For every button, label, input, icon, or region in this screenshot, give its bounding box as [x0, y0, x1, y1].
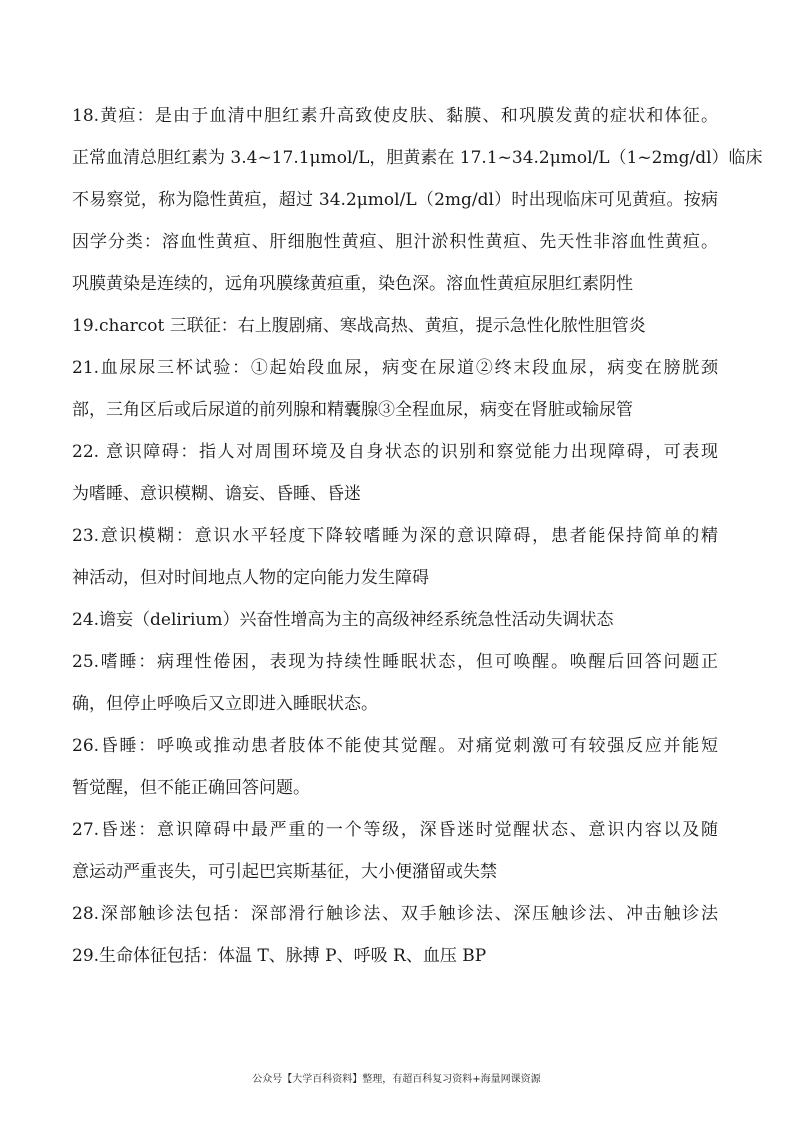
- text-line: 部，三角区后或后尿道的前列腺和精囊腺③全程血尿，病变在肾脏或输尿管: [72, 400, 633, 420]
- text-line: 正常血清总胆红素为 3.4~17.1μmol/L，胆黄素在 17.1~34.2μmol/L（1~2mg/dl）临床: [72, 148, 763, 168]
- text-line: 为嗜睡、意识模糊、谵妄、昏睡、昏迷: [72, 484, 361, 504]
- text-line: 意运动严重丧失，可引起巴宾斯基征，大小便潴留或失禁: [72, 862, 497, 882]
- page-footer: 公众号【大学百科资料】整理，有超百科复习资料+海量网课资源: [252, 1074, 541, 1085]
- text-line: 19.charcot 三联征：右上腹剧痛、寒战高热、黄疸，提示急性化脓性胆管炎: [72, 316, 646, 336]
- text-line: 暂觉醒，但不能正确回答问题。: [72, 778, 310, 798]
- text-line: 22. 意识障碍：指人对周围环境及自身状态的识别和察觉能力出现障碍，可表现: [72, 442, 718, 462]
- text-line: 21.血尿尿三杯试验：①起始段血尿，病变在尿道②终末段血尿，病变在膀胱颈: [72, 358, 718, 378]
- text-line: 28.深部触诊法包括：深部滑行触诊法、双手触诊法、深压触诊法、冲击触诊法: [72, 904, 718, 924]
- text-line: 25.嗜睡：病理性倦困，表现为持续性睡眠状态，但可唤醒。唤醒后回答问题正: [72, 652, 718, 672]
- text-line: 神活动，但对时间地点人物的定向能力发生障碍: [72, 568, 429, 588]
- text-line: 26.昏睡：呼唤或推动患者肢体不能使其觉醒。对痛觉刺激可有较强反应并能短: [72, 736, 718, 756]
- text-line: 不易察觉，称为隐性黄疸，超过 34.2μmol/L（2mg/dl）时出现临床可见黄疸。按病: [72, 190, 718, 210]
- text-line: 确，但停止呼唤后又立即进入睡眠状态。: [72, 694, 378, 714]
- text-line: 因学分类：溶血性黄疸、肝细胞性黄疸、胆汁淤积性黄疸、先天性非溶血性黄疸。: [72, 232, 718, 252]
- text-line: 18.黄疸：是由于血清中胆红素升高致使皮肤、黏膜、和巩膜发黄的症状和体征。: [72, 106, 718, 126]
- text-line: 23.意识模糊：意识水平轻度下降较嗜睡为深的意识障碍，患者能保持简单的精: [72, 526, 718, 546]
- text-line: 24.谵妄（delirium）兴奋性增高为主的高级神经系统急性活动失调状态: [72, 610, 614, 630]
- text-line: 巩膜黄染是连续的，远角巩膜缘黄疸重，染色深。溶血性黄疸尿胆红素阴性: [72, 274, 633, 294]
- text-line: 27.昏迷：意识障碍中最严重的一个等级，深昏迷时觉醒状态、意识内容以及随: [72, 820, 718, 840]
- text-line: 29.生命体征包括：体温 T、脉搏 P、呼吸 R、血压 BP: [72, 946, 487, 966]
